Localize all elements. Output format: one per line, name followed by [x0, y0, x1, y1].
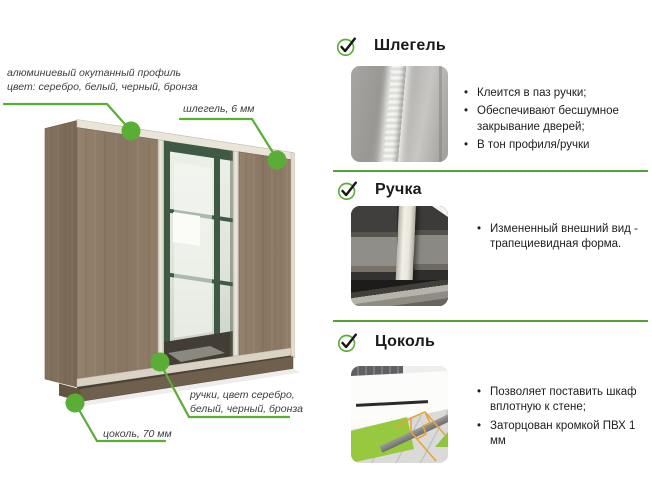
check-circle-icon — [337, 179, 359, 201]
callout-plinth — [103, 427, 172, 441]
green-dot-marker — [66, 394, 85, 413]
handle-photo — [351, 206, 448, 306]
schlegel-photo — [351, 66, 448, 162]
schlegel-brush-strip — [382, 66, 407, 162]
section-title: Цоколь — [375, 333, 436, 350]
callout-aluminium-profile — [7, 66, 198, 95]
section-header-schlegel — [336, 35, 446, 57]
section-title: Ручка — [375, 181, 422, 198]
photo-edge-shade — [439, 66, 442, 162]
door-panel-right — [414, 206, 448, 284]
callout-text: цоколь, 70 мм — [103, 428, 172, 440]
bullet-item: • Заторцован кромкой ПВХ 1 мм — [477, 419, 649, 450]
bullet-item: • Позволяет поставить шкаф вплотную к стене; — [477, 385, 649, 416]
bullet-item: • В тон профиля/ручки — [464, 138, 642, 153]
bullet-item: • Обеспечивают бесшумное закрывание дверей; — [464, 104, 642, 135]
callout-handles — [190, 388, 303, 417]
side-profile-right-edge — [291, 153, 295, 359]
section-title: Шлегель — [374, 37, 446, 54]
wardrobe-door-right — [239, 152, 291, 356]
plinth-photo — [351, 366, 448, 463]
section-header-plinth — [337, 331, 435, 353]
section-header-handle — [337, 179, 422, 201]
features-panel — [333, 0, 649, 500]
check-circle-icon — [337, 331, 359, 353]
callout-text: ручки, цвет серебро, — [190, 389, 295, 401]
bullet-item: • Клеится в паз ручки; — [464, 86, 642, 101]
callout-text: алюминиевый окутанный профиль — [7, 67, 182, 79]
callout-schlegel — [183, 102, 254, 116]
green-dot-marker — [122, 122, 141, 141]
bullet-list-handle — [477, 222, 642, 256]
callout-text: шлегель, 6 мм — [183, 103, 255, 115]
wardrobe-door-left — [77, 128, 158, 380]
check-circle-icon — [336, 35, 358, 57]
callout-text: цвет: серебро, белый, черный, бронза — [7, 81, 198, 94]
bullet-list-schlegel — [464, 86, 642, 156]
green-dot-marker — [151, 353, 170, 372]
plinth-profile-sketch — [351, 366, 448, 463]
door-panel-left — [351, 206, 397, 286]
callout-text: белый, черный, бронза — [190, 403, 303, 416]
bullet-list-plinth — [477, 385, 649, 452]
handle-profile-right — [233, 151, 239, 357]
photo-floor — [351, 280, 448, 306]
green-dot-marker — [268, 151, 287, 170]
bullet-item: • Измененный внешний вид - трапециевидная форма. — [477, 222, 642, 253]
section-divider — [333, 320, 648, 322]
handle-profile-left — [158, 140, 164, 368]
section-divider — [333, 170, 648, 172]
